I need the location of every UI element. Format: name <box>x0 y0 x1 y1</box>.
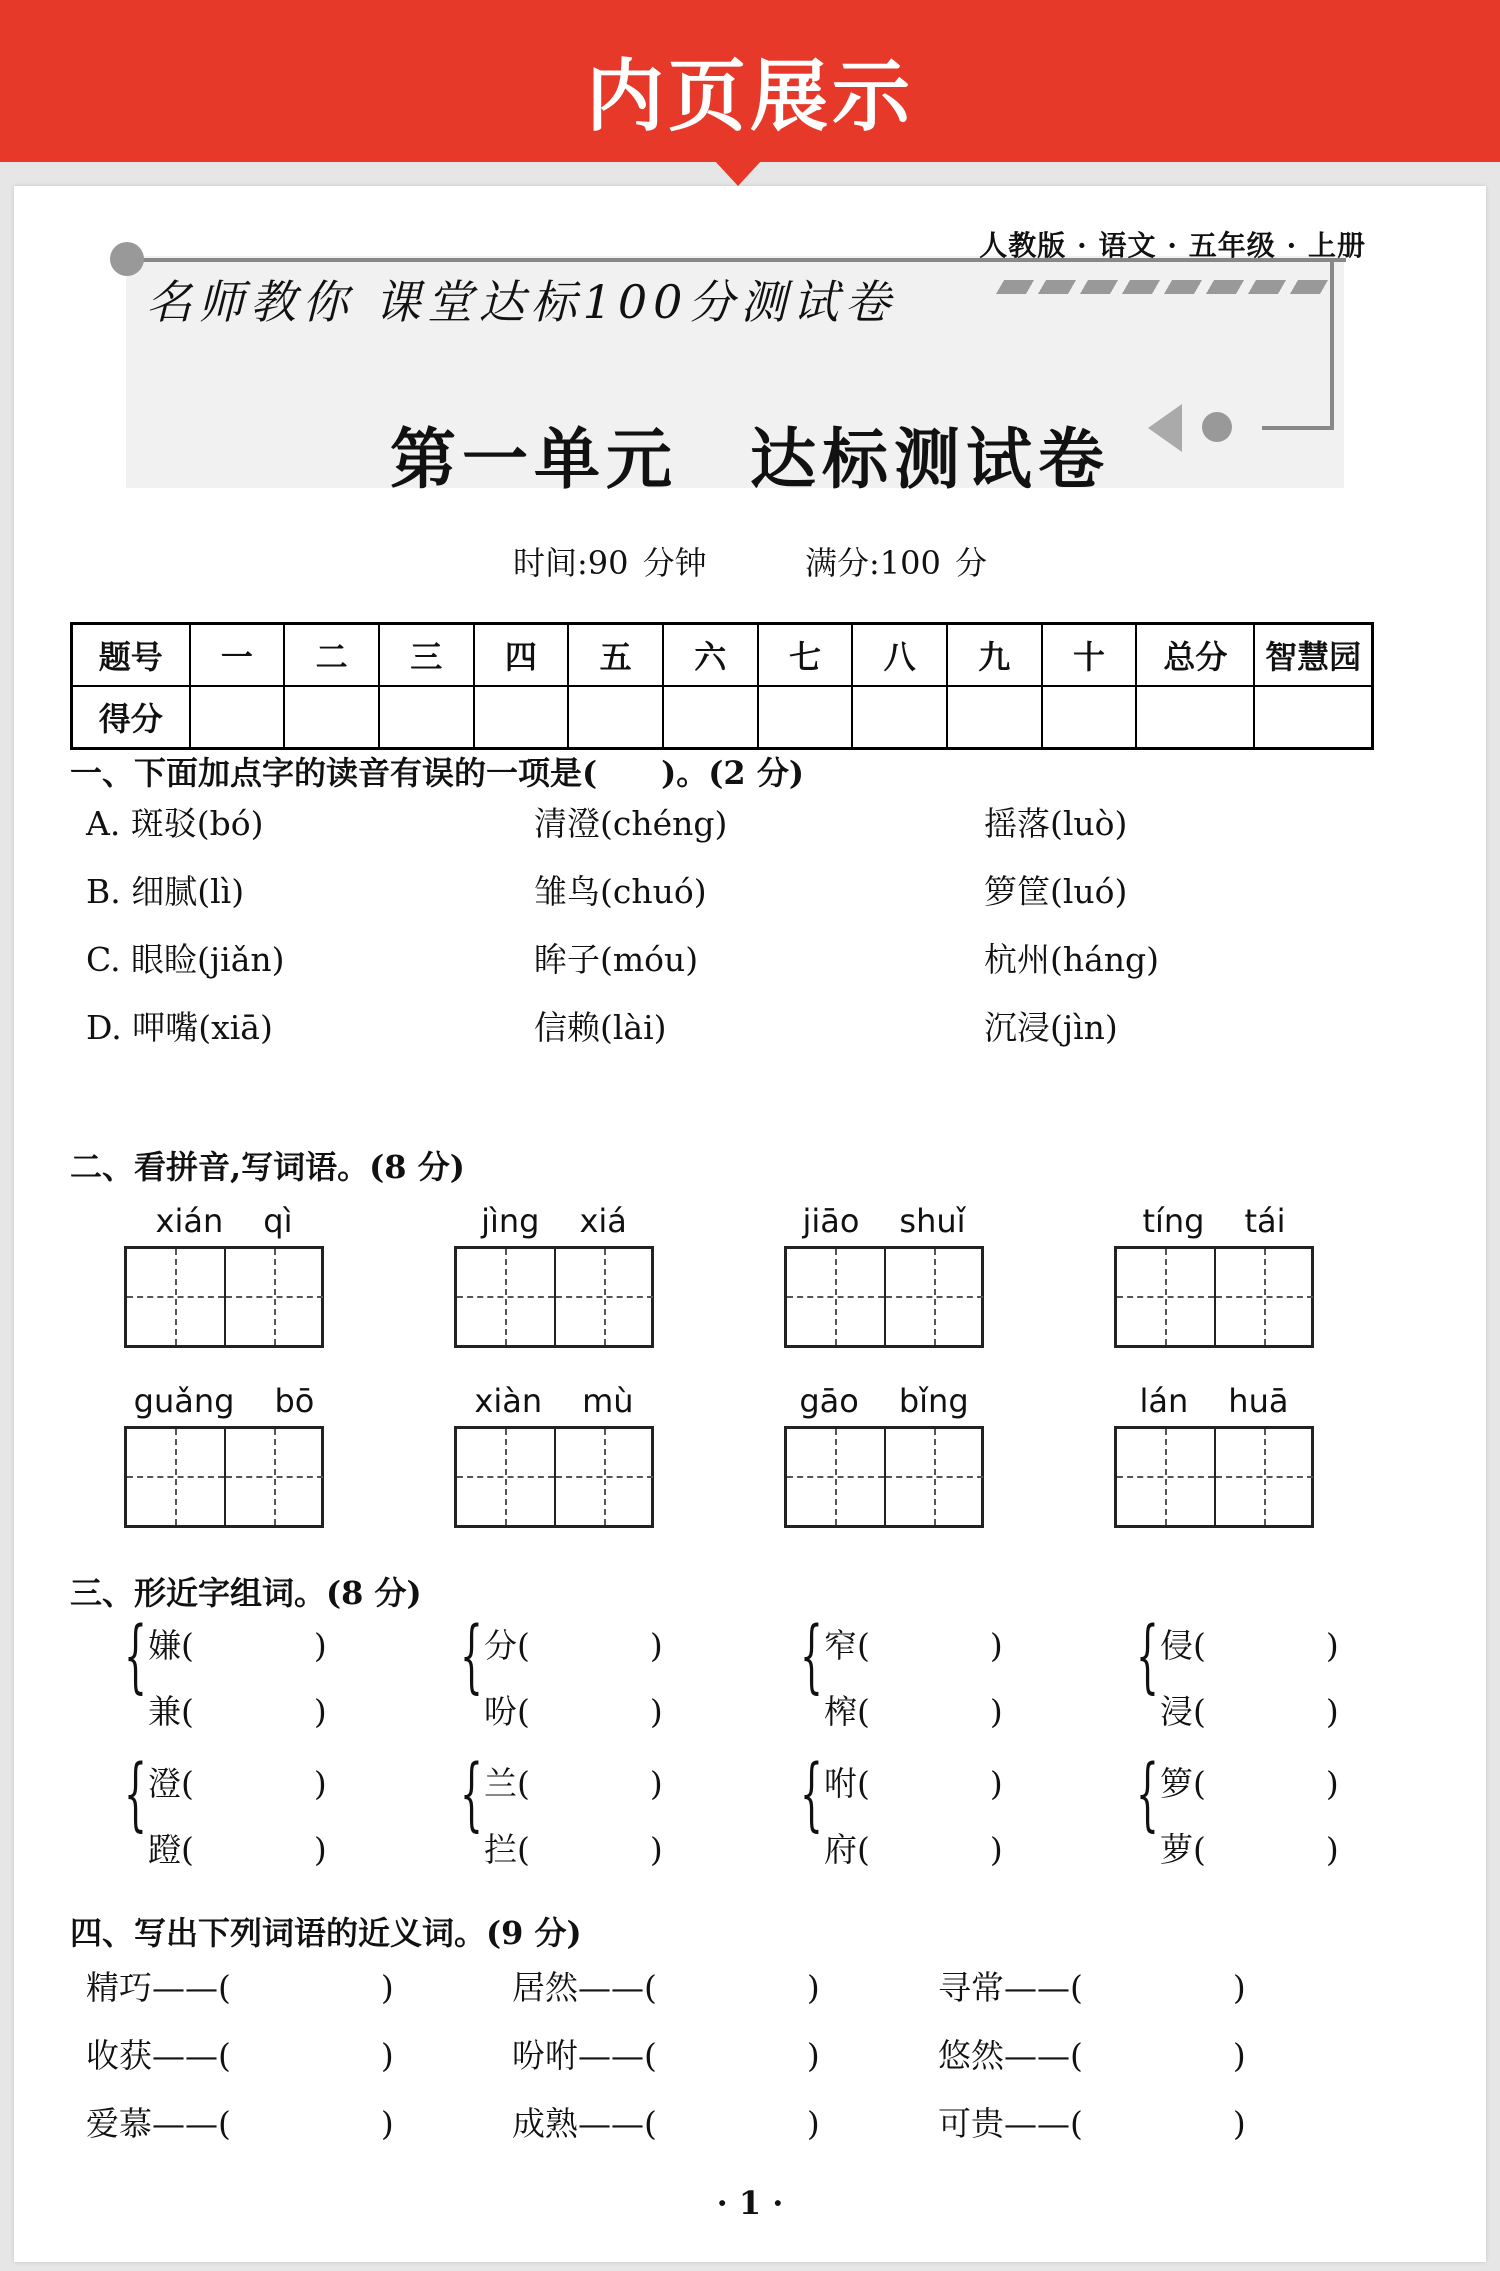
word-char: 榨( <box>824 1692 870 1731</box>
question-1-option: B. 细腻(lì) <box>86 872 245 911</box>
question-1-option: 箩筐(luó) <box>984 872 1128 911</box>
page-number: · 1 · <box>716 2184 784 2222</box>
score-table-score-row <box>72 686 1373 749</box>
tianzige-answer-box[interactable] <box>784 1426 984 1528</box>
synonym-item[interactable] <box>938 2030 1246 2077</box>
word-group-item[interactable] <box>1160 1824 1339 1871</box>
word-group-item[interactable] <box>824 1758 1003 1805</box>
pinyin-syllable: tái <box>1244 1202 1286 1240</box>
question-1-option: 摇落(luò) <box>984 804 1128 843</box>
question-3-title: 三、形近字组词。(8 分) <box>70 1574 422 1612</box>
score-input-cell[interactable] <box>663 686 758 749</box>
close-paren: ) <box>380 1968 394 2007</box>
word-char: 蹬( <box>148 1830 194 1869</box>
pinyin-syllable: jiāo <box>802 1202 860 1240</box>
synonym-item[interactable] <box>938 2098 1246 2145</box>
word-char: 箩( <box>1160 1764 1206 1803</box>
close-paren: ) <box>989 1830 1003 1869</box>
word-group-item[interactable] <box>824 1620 1003 1667</box>
pinyin-syllable: jìng <box>481 1202 540 1240</box>
pinyin-label <box>454 1382 654 1420</box>
word-group-item[interactable] <box>484 1824 663 1871</box>
synonym-item[interactable] <box>86 2098 394 2145</box>
score-table-header-cell: 总分 <box>1136 624 1254 687</box>
score-table <box>70 622 1374 750</box>
score-input-cell[interactable] <box>568 686 663 749</box>
synonym-word: 收获——( <box>86 2036 231 2075</box>
synonym-word: 悠然——( <box>938 2036 1083 2075</box>
word-char: 府( <box>824 1830 870 1869</box>
word-char: 嫌( <box>148 1626 194 1665</box>
close-paren: ) <box>1325 1830 1339 1869</box>
exam-page <box>14 186 1486 2262</box>
close-paren: ) <box>1325 1764 1339 1803</box>
question-1-option: 杭州(háng) <box>984 940 1160 979</box>
pinyin-syllable: gāo <box>799 1382 859 1420</box>
synonym-item[interactable] <box>512 2030 820 2077</box>
score-table-header-cell: 二 <box>284 624 379 687</box>
pinyin-syllable: tíng <box>1142 1202 1205 1240</box>
synonym-item[interactable] <box>86 1962 394 2009</box>
synonym-word: 寻常——( <box>938 1968 1083 2007</box>
synonym-word: 居然——( <box>512 1968 657 2007</box>
pinyin-syllable: xiá <box>579 1202 627 1240</box>
brace-icon: { <box>460 1609 483 1702</box>
pinyin-label <box>1114 1382 1314 1420</box>
brace-icon: { <box>800 1609 823 1702</box>
score-table-header-cell: 七 <box>758 624 853 687</box>
close-paren: ) <box>1325 1692 1339 1731</box>
pinyin-label <box>1114 1202 1314 1240</box>
score-table-label: 题号 <box>72 624 190 687</box>
brace-icon: { <box>1136 1747 1159 1840</box>
close-paren: ) <box>806 2104 820 2143</box>
brace-icon: { <box>124 1609 147 1702</box>
banner <box>0 0 1500 162</box>
score-input-cell[interactable] <box>758 686 853 749</box>
score-table-header-cell: 九 <box>947 624 1042 687</box>
close-paren: ) <box>313 1764 327 1803</box>
decor-dot <box>110 242 144 276</box>
word-group-item[interactable] <box>824 1686 1003 1733</box>
score-input-cell[interactable] <box>1042 686 1137 749</box>
close-paren: ) <box>989 1692 1003 1731</box>
pinyin-label <box>784 1202 984 1240</box>
close-paren: ) <box>989 1626 1003 1665</box>
word-char: 拦( <box>484 1830 530 1869</box>
word-group-item[interactable] <box>148 1824 327 1871</box>
exam-time: 时间:90 分钟 <box>512 544 707 582</box>
tianzige-answer-box[interactable] <box>454 1246 654 1348</box>
pinyin-syllable: bǐng <box>898 1382 969 1420</box>
score-input-cell[interactable] <box>379 686 474 749</box>
tianzige-answer-box[interactable] <box>784 1246 984 1348</box>
close-paren: ) <box>1232 1968 1246 2007</box>
word-group-item[interactable] <box>148 1758 327 1805</box>
pinyin-syllable: guǎng <box>133 1382 235 1420</box>
score-input-cell[interactable] <box>190 686 285 749</box>
tianzige-answer-box[interactable] <box>124 1246 324 1348</box>
close-paren: ) <box>1232 2104 1246 2143</box>
close-paren: ) <box>313 1692 327 1731</box>
close-paren: ) <box>649 1692 663 1731</box>
word-group-item[interactable] <box>148 1686 327 1733</box>
word-group-item[interactable] <box>824 1824 1003 1871</box>
close-paren: ) <box>649 1764 663 1803</box>
word-group-item[interactable] <box>1160 1758 1339 1805</box>
question-1-title: 一、下面加点字的读音有误的一项是( )。(2 分) <box>70 754 804 792</box>
pinyin-label <box>124 1202 324 1240</box>
exam-info <box>14 538 1486 584</box>
close-paren: ) <box>313 1626 327 1665</box>
score-table-label: 得分 <box>72 686 190 749</box>
word-char: 萝( <box>1160 1830 1206 1869</box>
question-4-title: 四、写出下列词语的近义词。(9 分) <box>70 1914 582 1952</box>
word-group-item[interactable] <box>1160 1686 1339 1733</box>
exam-full-score: 满分:100 分 <box>804 544 988 582</box>
score-input-cell[interactable] <box>1136 686 1254 749</box>
brace-icon: { <box>124 1747 147 1840</box>
question-1-option: A. 斑驳(bó) <box>86 804 264 843</box>
question-1-option: 沉浸(jìn) <box>984 1008 1118 1047</box>
synonym-item[interactable] <box>512 2098 820 2145</box>
score-input-cell[interactable] <box>947 686 1042 749</box>
score-table-header-cell: 三 <box>379 624 474 687</box>
brace-icon: { <box>800 1747 823 1840</box>
synonym-word: 爱慕——( <box>86 2104 231 2143</box>
word-group-item[interactable] <box>484 1686 663 1733</box>
synonym-item[interactable] <box>938 1962 1246 2009</box>
word-char: 咐( <box>824 1764 870 1803</box>
question-1-option: 信赖(lài) <box>534 1008 667 1047</box>
tianzige-answer-box[interactable] <box>1114 1246 1314 1348</box>
word-char: 分( <box>484 1626 530 1665</box>
pinyin-syllable: mù <box>582 1382 634 1420</box>
brace-icon: { <box>460 1747 483 1840</box>
score-table-header-cell: 智慧园 <box>1254 624 1372 687</box>
close-paren: ) <box>380 2104 394 2143</box>
close-paren: ) <box>989 1764 1003 1803</box>
banner-notch <box>714 160 762 186</box>
score-input-cell[interactable] <box>474 686 569 749</box>
close-paren: ) <box>806 1968 820 2007</box>
question-2-title: 二、看拼音,写词语。(8 分) <box>70 1148 465 1186</box>
pinyin-label <box>124 1382 324 1420</box>
decor-dashes <box>996 280 1334 294</box>
score-table-header-cell: 一 <box>190 624 285 687</box>
question-1-option: 清澄(chéng) <box>534 804 728 843</box>
synonym-word: 吩咐——( <box>512 2036 657 2075</box>
score-table-header-row <box>72 624 1373 687</box>
close-paren: ) <box>649 1626 663 1665</box>
tianzige-answer-box[interactable] <box>454 1426 654 1528</box>
tianzige-answer-box[interactable] <box>1114 1426 1314 1528</box>
pinyin-syllable: huā <box>1228 1382 1289 1420</box>
score-input-cell[interactable] <box>1254 686 1372 749</box>
word-group-item[interactable] <box>484 1758 663 1805</box>
score-table-header-cell: 十 <box>1042 624 1137 687</box>
score-table-header-cell: 六 <box>663 624 758 687</box>
word-char: 浸( <box>1160 1692 1206 1731</box>
series-title: 名师教你 课堂达标100分测试卷 <box>146 275 897 329</box>
pinyin-syllable: shuǐ <box>899 1202 966 1240</box>
score-table-header-cell: 五 <box>568 624 663 687</box>
question-1-option: 雏鸟(chuó) <box>534 872 707 911</box>
synonym-item[interactable] <box>86 2030 394 2077</box>
close-paren: ) <box>313 1830 327 1869</box>
word-char: 吩( <box>484 1692 530 1731</box>
word-char: 澄( <box>148 1764 194 1803</box>
edition-meta: 人教版 · 语文 · 五年级 · 上册 <box>979 229 1366 262</box>
question-1-option: 眸子(móu) <box>534 940 699 979</box>
synonym-word: 精巧——( <box>86 1968 231 2007</box>
page-title: 第一单元 达标测试卷 <box>390 420 1110 498</box>
pinyin-syllable: xiàn <box>474 1382 543 1420</box>
close-paren: ) <box>1232 2036 1246 2075</box>
pinyin-syllable: lán <box>1139 1382 1189 1420</box>
word-char: 窄( <box>824 1626 870 1665</box>
word-group-item[interactable] <box>484 1620 663 1667</box>
close-paren: ) <box>806 2036 820 2075</box>
close-paren: ) <box>1325 1626 1339 1665</box>
pinyin-label <box>784 1382 984 1420</box>
synonym-word: 可贵——( <box>938 2104 1083 2143</box>
banner-title: 内页展示 <box>585 52 914 142</box>
pinyin-syllable: xián <box>155 1202 224 1240</box>
brace-icon: { <box>1136 1609 1159 1702</box>
tianzige-answer-box[interactable] <box>124 1426 324 1528</box>
word-char: 侵( <box>1160 1626 1206 1665</box>
score-input-cell[interactable] <box>284 686 379 749</box>
word-group-item[interactable] <box>148 1620 327 1667</box>
pinyin-syllable: qì <box>263 1202 293 1240</box>
score-table-header-cell: 八 <box>852 624 947 687</box>
score-table-header-cell: 四 <box>474 624 569 687</box>
word-char: 兰( <box>484 1764 530 1803</box>
close-paren: ) <box>380 2036 394 2075</box>
synonym-word: 成熟——( <box>512 2104 657 2143</box>
pinyin-label <box>454 1202 654 1240</box>
pinyin-syllable: bō <box>274 1382 315 1420</box>
word-char: 兼( <box>148 1692 194 1731</box>
question-1-option: D. 呷嘴(xiā) <box>86 1008 273 1047</box>
word-group-item[interactable] <box>1160 1620 1339 1667</box>
close-paren: ) <box>649 1830 663 1869</box>
question-1-option: C. 眼睑(jiǎn) <box>86 940 285 979</box>
synonym-item[interactable] <box>512 1962 820 2009</box>
score-input-cell[interactable] <box>852 686 947 749</box>
